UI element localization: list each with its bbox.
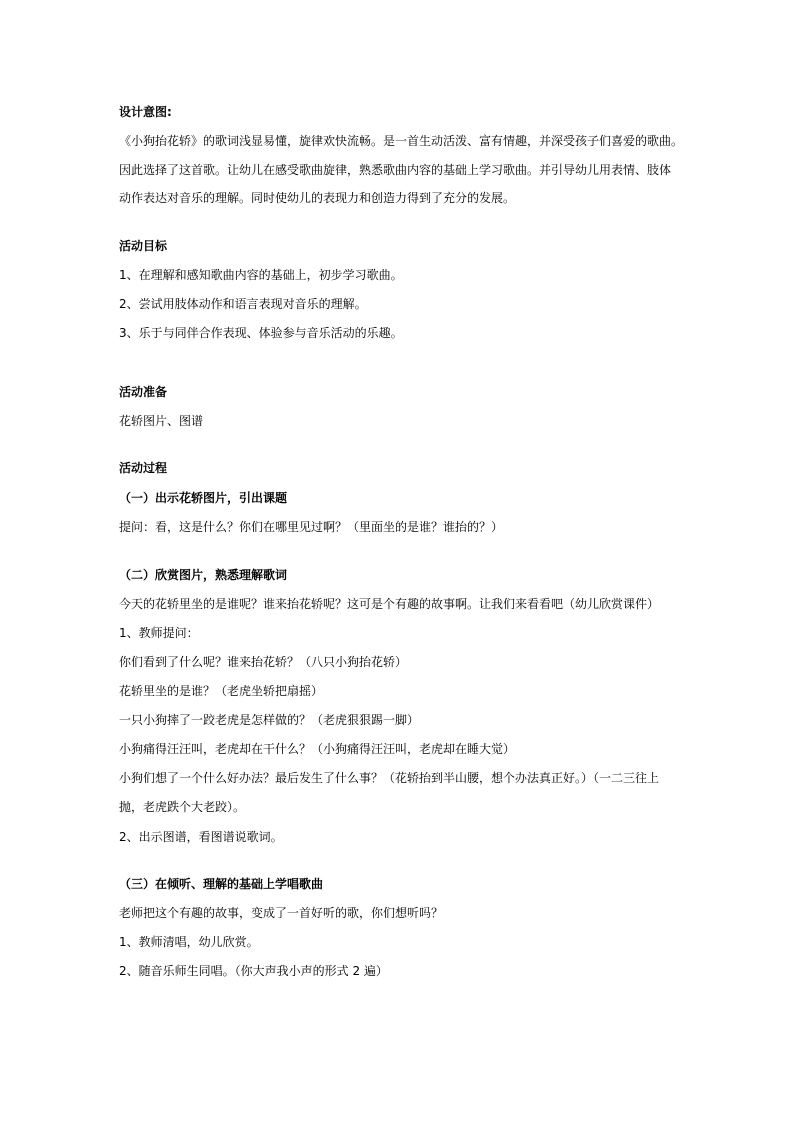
design-intent-line: 动作表达对音乐的理解。同时使幼儿的表现力和创造力得到了充分的发展。 (119, 191, 516, 205)
goal-item: 3、乐于与同伴合作表现、体验参与音乐活动的乐趣。 (119, 326, 403, 340)
design-intent-heading: 设计意图: (119, 105, 172, 119)
section-2-line: 今天的花轿里坐的是谁呢？谁来抬花轿呢？这可是个有趣的故事啊。让我们来看看吧（幼儿欣赏课件） (119, 597, 660, 611)
preparation-heading: 活动准备 (119, 385, 168, 399)
section-3-title: （三）在倾听、理解的基础上学唱歌曲 (119, 877, 324, 891)
section-3-line: 2、随音乐师生同唱。（你大声我小声的形式 2 遍） (119, 964, 388, 978)
section-2-line: 1、教师提问： (119, 626, 199, 640)
section-2-line: 你们看到了什么呢？谁来抬花轿？（八只小狗抬花轿） (119, 655, 408, 669)
section-3-line: 老师把这个有趣的故事，变成了一首好听的歌，你们想听吗？ (119, 906, 444, 920)
goal-item: 1、在理解和感知歌曲内容的基础上，初步学习歌曲。 (119, 268, 403, 282)
section-1-line: 提问：看，这是什么？你们在哪里见过啊？（里面坐的是谁？谁抬的？） (119, 520, 504, 534)
section-3-line: 1、教师清唱，幼儿欣赏。 (119, 935, 259, 949)
section-2-line: 一只小狗摔了一跤老虎是怎样做的？（老虎狠狠踢一脚） (119, 713, 420, 727)
goal-item: 2、尝试用肢体动作和语言表现对音乐的理解。 (119, 297, 367, 311)
preparation-text: 花轿图片、图谱 (119, 414, 204, 428)
section-2-line: 抛，老虎跌个大老跤）。 (119, 800, 246, 814)
section-2-line: 小狗痛得汪汪叫，老虎却在干什么？（小狗痛得汪汪叫，老虎却在睡大觉） (119, 742, 516, 756)
section-2-title: （二）欣赏图片，熟悉理解歌词 (119, 568, 288, 582)
design-intent-line: 《小狗抬花轿》的歌词浅显易懂，旋律欢快流畅。是一首生动活泼、富有情趣，并深受孩子们喜爱的歌曲。 (119, 134, 684, 148)
design-intent-line: 因此选择了这首歌。让幼儿在感受歌曲旋律，熟悉歌曲内容的基础上学习歌曲。并引导幼儿用表情、肢体 (119, 163, 672, 177)
section-2-line: 2、出示图谱，看图谱说歌词。 (119, 830, 283, 844)
section-1-title: （一）出示花轿图片，引出课题 (119, 491, 288, 505)
section-2-line: 花轿里坐的是谁？（老虎坐轿把扇摇） (119, 684, 324, 698)
process-heading: 活动过程 (119, 461, 168, 475)
goals-heading: 活动目标 (119, 239, 168, 253)
section-2-line: 小狗们想了一个什么好办法？最后发生了什么事？（花轿抬到半山腰，想个办法真正好。）（一二三往上 (119, 771, 660, 785)
